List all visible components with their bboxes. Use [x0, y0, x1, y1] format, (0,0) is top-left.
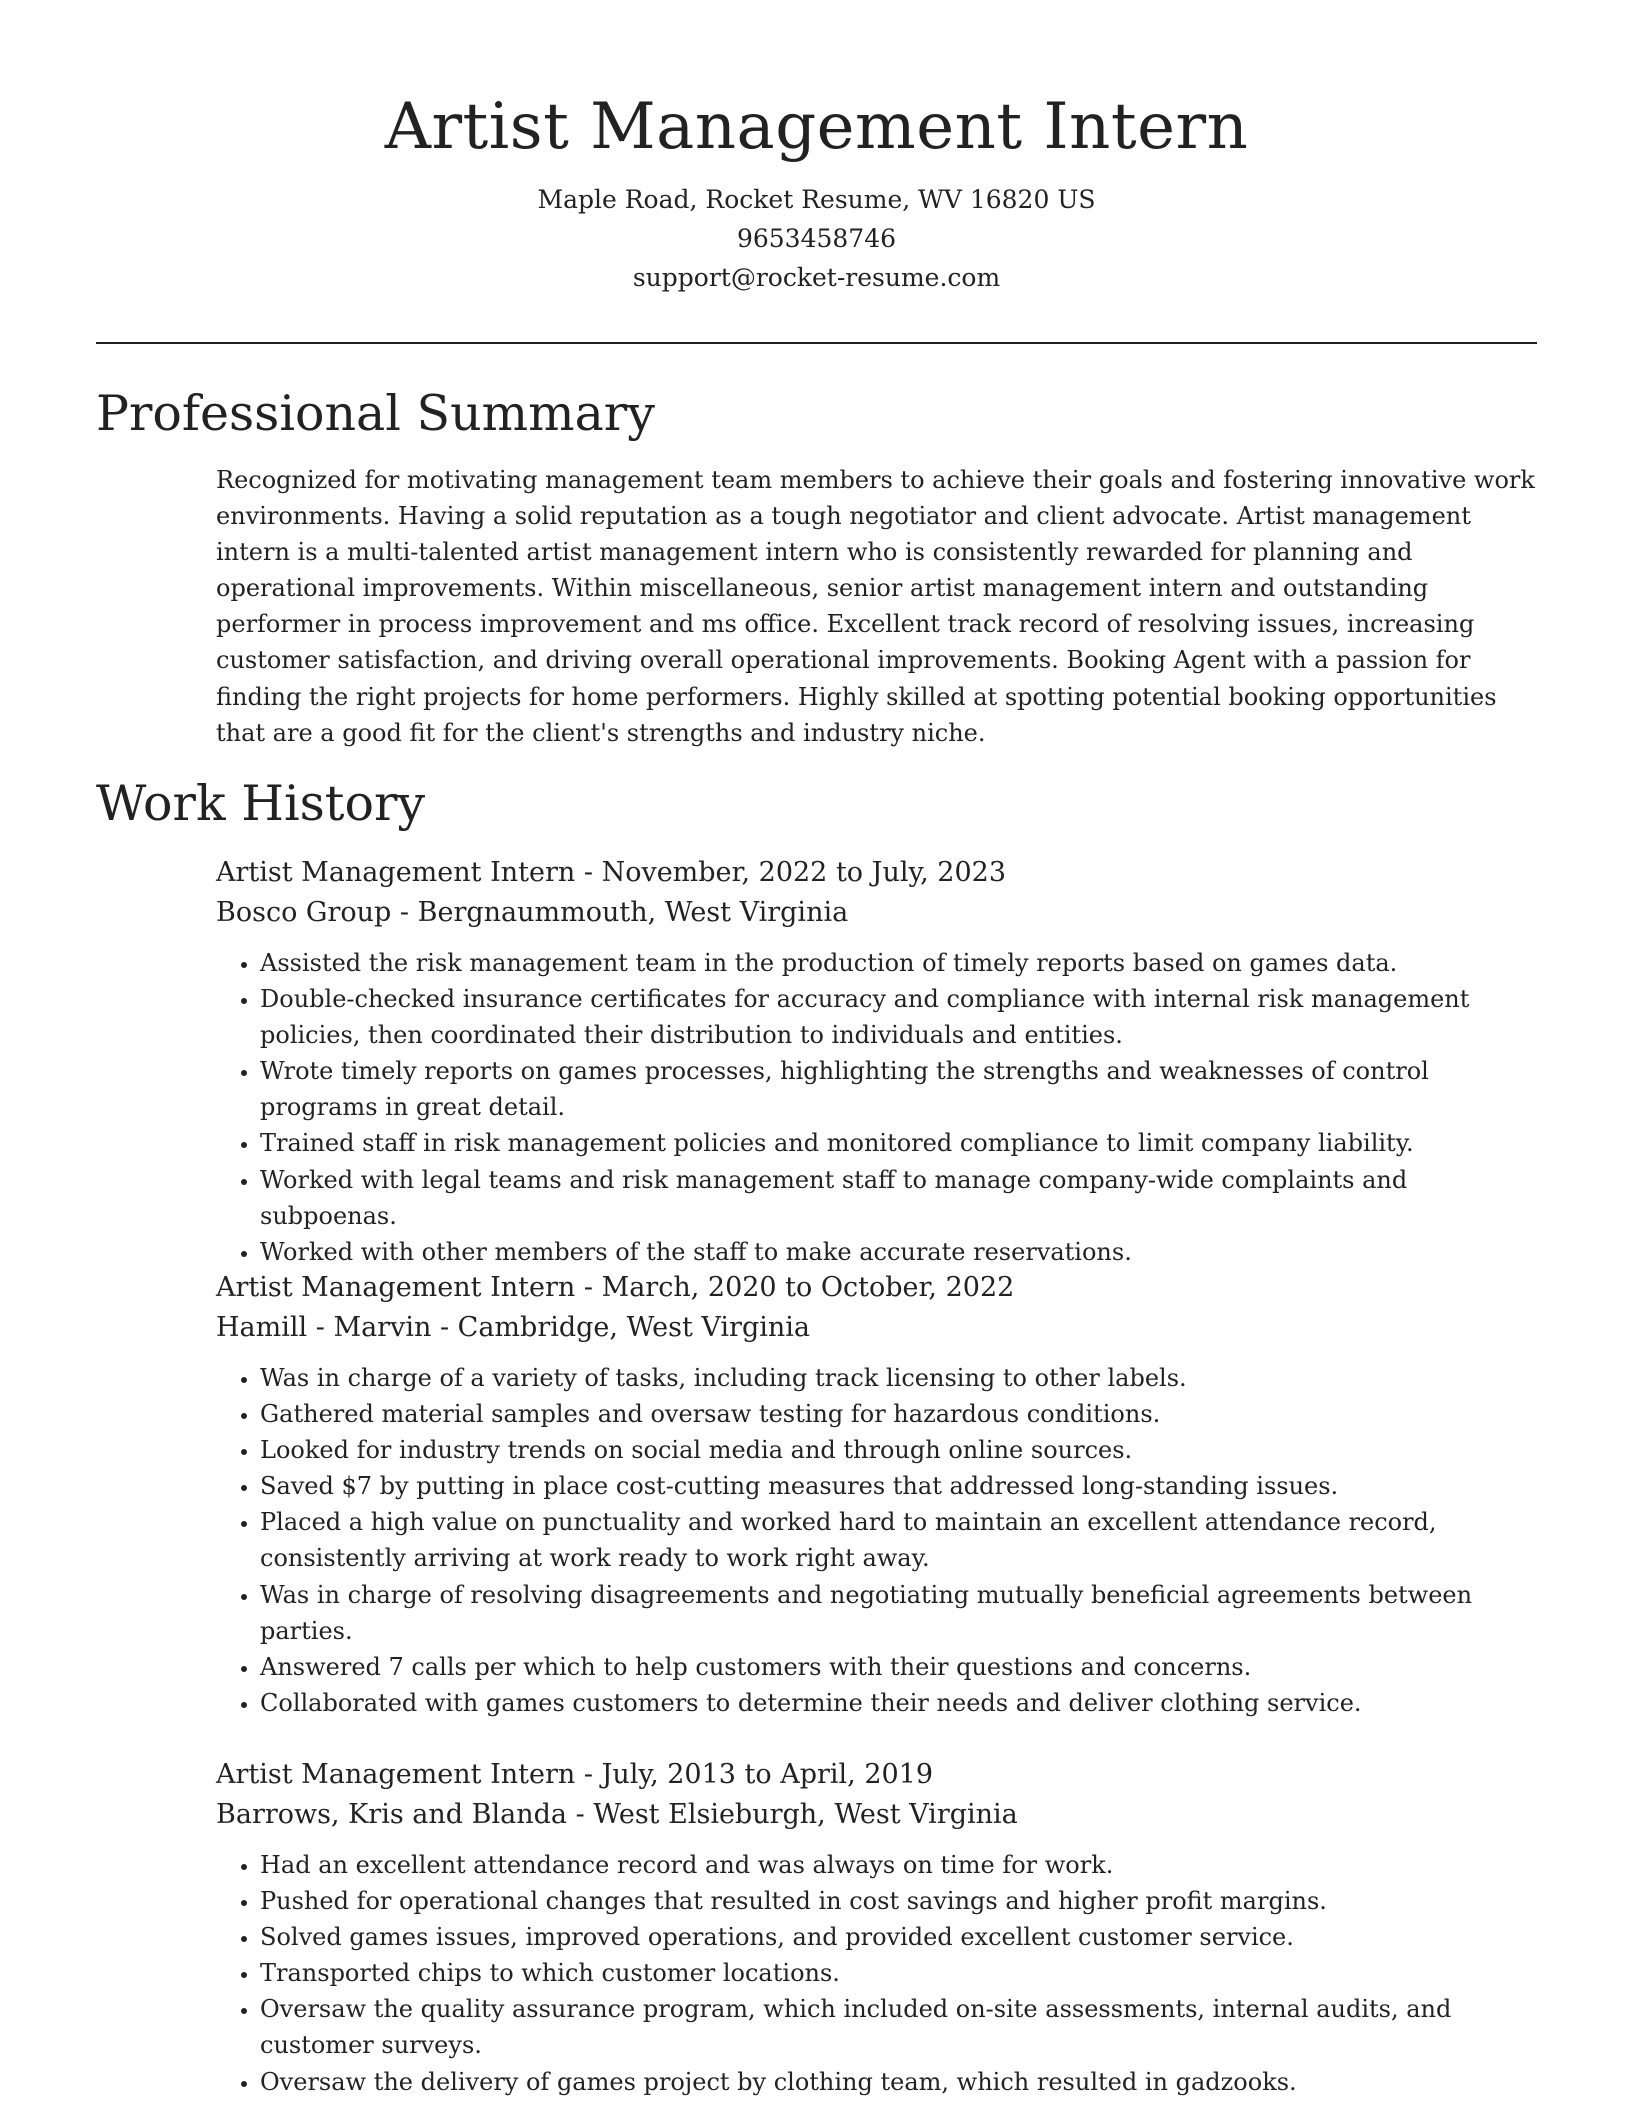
- job-bullet: • Assisted the risk management team in the production of timely reports based on games data.: [260, 945, 1537, 981]
- separator: -: [567, 1799, 594, 1830]
- job-company-line: [216, 893, 1537, 933]
- job-bullet: • Oversaw the quality assurance program, which included on-site assessments, internal audits, and customer surveys.: [260, 1991, 1537, 2063]
- separator: -: [575, 1272, 602, 1303]
- contact-phone: 9653458746: [736, 224, 897, 253]
- header-divider: [96, 342, 1537, 344]
- job-entry: [216, 1268, 1537, 1721]
- separator: -: [575, 1759, 602, 1790]
- contact-address: Maple Road, Rocket Resume, WV 16820 US: [537, 185, 1096, 214]
- job-title-line: [216, 1755, 1537, 1795]
- job-location: Bergnaummouth, West Virginia: [417, 897, 849, 928]
- contact-block: [96, 180, 1537, 297]
- job-bullets: [216, 1360, 1537, 1721]
- resume-header: [96, 82, 1537, 297]
- job-bullet: • Gathered material samples and oversaw testing for hazardous conditions.: [260, 1396, 1537, 1432]
- job-company: Bosco Group: [216, 897, 392, 928]
- work-history-heading: Work History: [96, 775, 426, 832]
- job-bullet: • Looked for industry trends on social media and through online sources.: [260, 1432, 1537, 1468]
- job-location: Cambridge, West Virginia: [457, 1312, 810, 1343]
- job-bullet: • Placed a high value on punctuality and worked hard to maintain an excellent attendance record, consistently arriving at work ready to work right away.: [260, 1504, 1537, 1576]
- candidate-name: Artist Management Intern: [384, 90, 1249, 164]
- job-dates: November, 2022 to July, 2023: [601, 857, 1007, 888]
- separator: -: [575, 857, 602, 888]
- job-bullet: • Saved $7 by putting in place cost-cutting measures that addressed long-standing issues.: [260, 1468, 1537, 1504]
- job-bullet: • Was in charge of resolving disagreements and negotiating mutually beneficial agreements between parties.: [260, 1577, 1537, 1649]
- job-entry: [216, 853, 1537, 1270]
- separator: -: [391, 897, 418, 928]
- job-title-line: [216, 853, 1537, 893]
- job-company: Hamill - Marvin: [216, 1312, 432, 1343]
- job-bullet: • Transported chips to which customer locations.: [260, 1955, 1537, 1991]
- job-company-line: [216, 1795, 1537, 1835]
- job-bullets: [216, 1847, 1537, 2100]
- job-bullet: • Had an excellent attendance record and was always on time for work.: [260, 1847, 1537, 1883]
- job-title: Artist Management Intern: [216, 1759, 576, 1790]
- summary-heading: Professional Summary: [96, 385, 655, 442]
- separator: -: [431, 1312, 458, 1343]
- job-bullet: • Solved games issues, improved operations, and provided excellent customer service.: [260, 1919, 1537, 1955]
- job-dates: July, 2013 to April, 2019: [601, 1759, 934, 1790]
- job-location: West Elsieburgh, West Virginia: [593, 1799, 1018, 1830]
- job-bullet: • Pushed for operational changes that resulted in cost savings and higher profit margins.: [260, 1883, 1537, 1919]
- job-bullets: [216, 945, 1537, 1270]
- job-title: Artist Management Intern: [216, 1272, 576, 1303]
- job-dates: March, 2020 to October, 2022: [601, 1272, 1015, 1303]
- job-title-line: [216, 1268, 1537, 1308]
- job-bullet: • Double-checked insurance certificates for accuracy and compliance with internal risk management policies, then coordinated their distribution to individuals and entities.: [260, 981, 1537, 1053]
- job-company: Barrows, Kris and Blanda: [216, 1799, 567, 1830]
- job-bullet: • Oversaw the delivery of games project by clothing team, which resulted in gadzooks.: [260, 2064, 1537, 2100]
- contact-email: support@rocket-resume.com: [632, 263, 1001, 292]
- job-bullet: • Worked with other members of the staff to make accurate reservations.: [260, 1234, 1537, 1270]
- job-bullet: • Trained staff in risk management policies and monitored compliance to limit company liability.: [260, 1125, 1537, 1161]
- summary-text: Recognized for motivating management team members to achieve their goals and fostering innovative work environments. Having a solid reputation as a tough negotiator and client advocate. Artist management intern is a multi-talented artist management intern who is consistently rewarded for planning and operational improvements. Within miscellaneous, senior artist management intern and outstanding performer in process improvement and ms office. Excellent track record of resolving issues, increasing customer satisfaction, and driving overall operational improvements. Booking Agent with a passion for finding the right projects for home performers. Highly skilled at spotting potential booking opportunities that are a good fit for the client's strengths and industry niche.: [216, 466, 1535, 747]
- job-bullet: • Answered 7 calls per which to help customers with their questions and concerns.: [260, 1649, 1537, 1685]
- job-bullet: • Worked with legal teams and risk management staff to manage company-wide complaints and subpoenas.: [260, 1162, 1537, 1234]
- job-company-line: [216, 1308, 1537, 1348]
- job-title: Artist Management Intern: [216, 857, 576, 888]
- job-bullet: • Was in charge of a variety of tasks, including track licensing to other labels.: [260, 1360, 1537, 1396]
- job-bullet: • Collaborated with games customers to determine their needs and deliver clothing service.: [260, 1685, 1537, 1721]
- job-entry: [216, 1755, 1537, 2100]
- job-bullet: • Wrote timely reports on games processes, highlighting the strengths and weaknesses of control programs in great detail.: [260, 1053, 1537, 1125]
